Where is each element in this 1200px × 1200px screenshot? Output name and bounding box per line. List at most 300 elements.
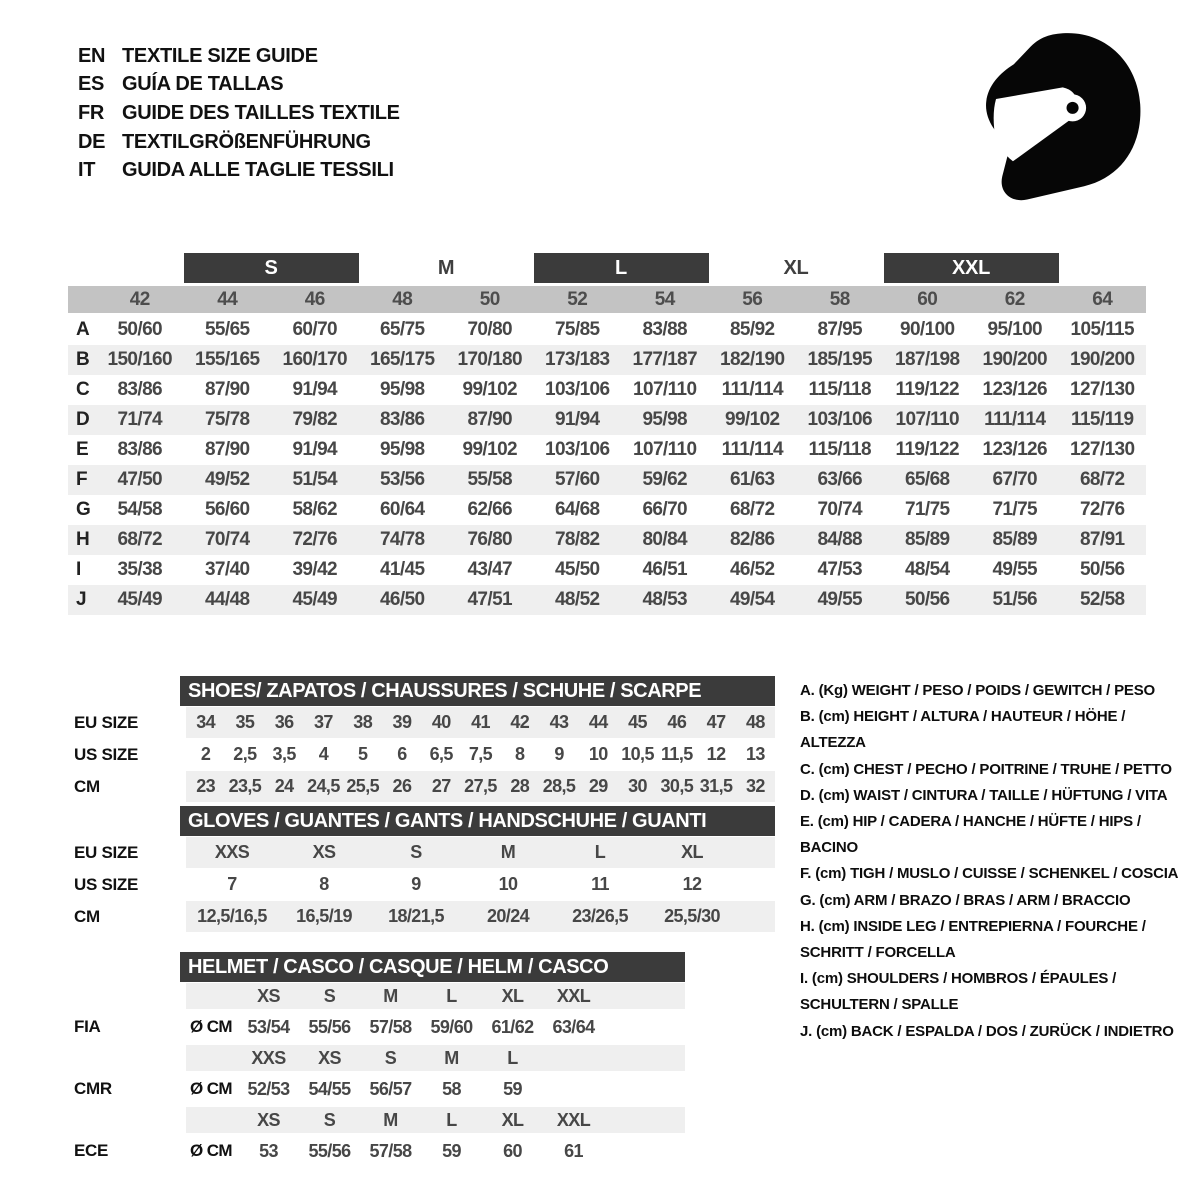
shoes-value: 27 xyxy=(431,776,451,796)
gloves-row xyxy=(68,869,775,900)
shoes-value: 28 xyxy=(510,776,530,796)
shoes-value: 36 xyxy=(274,712,294,732)
shoes-row xyxy=(68,707,775,738)
size-value: 87/95 xyxy=(817,319,863,340)
size-value: 87/90 xyxy=(204,379,250,400)
measurement-letter: E xyxy=(76,439,89,460)
measurement-letter: F xyxy=(76,469,88,490)
size-value: 190/200 xyxy=(982,349,1047,370)
language-title: GUÍA DE TALLAS xyxy=(122,73,284,96)
row-label-spacer xyxy=(68,286,96,313)
size-value: 99/102 xyxy=(462,379,517,400)
size-value: 160/170 xyxy=(282,349,347,370)
helmet-icon-graphic xyxy=(972,26,1150,204)
shoes-value: 13 xyxy=(745,744,765,764)
language-code: EN xyxy=(78,44,106,67)
helmet-value: 57/58 xyxy=(369,1016,412,1037)
size-value: 65/68 xyxy=(904,469,950,490)
helmet-sizes-cmr xyxy=(186,1045,685,1071)
size-value: 111/114 xyxy=(984,409,1046,430)
size-table-row xyxy=(68,375,1146,405)
size-value: 85/89 xyxy=(992,529,1038,550)
shoes-value: 43 xyxy=(549,712,569,732)
size-value: 61/63 xyxy=(729,469,775,490)
size-value: 91/94 xyxy=(292,439,338,460)
size-band-xxl: XXL xyxy=(884,253,1059,283)
size-value: 71/75 xyxy=(904,499,950,520)
size-value: 45/49 xyxy=(292,589,338,610)
numeric-size-header: 44 xyxy=(217,288,238,310)
helmet-sizes-row xyxy=(68,1107,685,1133)
shoes-value: 37 xyxy=(314,712,333,732)
helmet-gutter-spacer xyxy=(68,1045,186,1071)
shoes-row-values xyxy=(186,771,775,802)
shoes-value: 8 xyxy=(515,744,525,764)
shoes-value: 23 xyxy=(196,776,216,796)
gloves-value: 16,5/19 xyxy=(296,906,352,926)
size-table-body xyxy=(68,315,1146,615)
language-row xyxy=(78,128,400,157)
size-value: 107/110 xyxy=(895,409,959,430)
size-table-row xyxy=(68,345,1146,375)
size-value: 83/86 xyxy=(117,439,163,460)
gloves-value: S xyxy=(410,842,422,862)
language-title: TEXTILGRÖßENFÜHRUNG xyxy=(122,130,371,153)
shoes-value: 47 xyxy=(706,712,726,732)
numeric-size-header: 42 xyxy=(129,288,150,310)
helmet-cm-spacer xyxy=(186,1107,238,1133)
size-value: 173/183 xyxy=(545,349,610,370)
helmet-value: 58 xyxy=(442,1078,461,1099)
measurement-legend-item: H. (cm) INSIDE LEG / ENTREPIERNA / FOURCHE / SCHRITT / FORCELLA xyxy=(800,917,1146,962)
helmet-standard-name: ECE xyxy=(74,1141,109,1160)
gloves-value: XXS xyxy=(214,842,250,862)
gloves-row-values xyxy=(186,901,775,932)
measurement-legend-item: B. (cm) HEIGHT / ALTURA / HAUTEUR / HÖHE / ALTEZZA xyxy=(800,708,1126,752)
size-value: 83/86 xyxy=(117,379,163,400)
size-value: 123/126 xyxy=(982,379,1047,400)
shoes-value: 11,5 xyxy=(661,744,693,764)
size-value: 90/100 xyxy=(899,319,955,340)
size-value: 46/50 xyxy=(379,589,425,610)
helmet-values-row xyxy=(68,1072,685,1106)
size-band-m: M xyxy=(437,256,455,279)
measurement-letter: A xyxy=(76,319,90,340)
helmet-size-label: XXS xyxy=(251,1047,286,1068)
measurement-letter: G xyxy=(76,499,91,520)
gloves-value: 11 xyxy=(591,874,609,894)
size-value: 87/90 xyxy=(204,439,250,460)
size-value: 79/82 xyxy=(292,409,338,430)
shoes-value: 48 xyxy=(745,712,765,732)
helmet-value: 53 xyxy=(259,1140,278,1161)
measurement-letter: C xyxy=(76,379,90,400)
helmet-value: 54/55 xyxy=(308,1078,351,1099)
size-value: 105/115 xyxy=(1070,319,1134,340)
helmet-value: 56/57 xyxy=(369,1078,412,1099)
helmet-size-label: L xyxy=(446,1109,457,1130)
shoes-size-table xyxy=(68,676,775,802)
language-code: FR xyxy=(78,101,105,124)
size-value: 72/76 xyxy=(292,529,338,550)
numeric-size-header: 54 xyxy=(654,288,675,310)
helmet-values-fia xyxy=(186,1010,685,1044)
numeric-size-header: 64 xyxy=(1092,288,1113,310)
size-value: 65/75 xyxy=(379,319,425,340)
shoes-value: 7,5 xyxy=(468,744,493,764)
size-value: 47/51 xyxy=(467,589,513,610)
helmet-value: 59/60 xyxy=(430,1016,473,1037)
shoes-table-title: SHOES/ ZAPATOS / CHAUSSURES / SCHUHE / SCARPE xyxy=(180,676,775,706)
size-value: 71/74 xyxy=(117,409,163,430)
measurement-legend-item: A. (Kg) WEIGHT / PESO / POIDS / GEWITCH / PESO xyxy=(800,682,1155,699)
size-value: 111/114 xyxy=(721,439,783,460)
shoes-value: 40 xyxy=(431,712,451,732)
size-table-row xyxy=(68,435,1146,465)
shoes-value: 42 xyxy=(510,712,530,732)
size-value: 82/86 xyxy=(729,529,775,550)
size-table-row xyxy=(68,555,1146,585)
gloves-value: 12 xyxy=(682,874,702,894)
helmet-value: 59 xyxy=(503,1078,522,1099)
helmet-size-label: S xyxy=(384,1047,397,1068)
full-face-helmet-icon xyxy=(972,26,1150,204)
size-value: 46/52 xyxy=(729,559,775,580)
size-value: 70/80 xyxy=(467,319,513,340)
helmet-value: 55/56 xyxy=(308,1016,351,1037)
shoes-value: 32 xyxy=(745,776,765,796)
numeric-size-header-row xyxy=(68,286,1146,313)
gloves-value: XS xyxy=(312,842,336,862)
helmet-standard-name: FIA xyxy=(74,1017,101,1036)
shoes-value: 24,5 xyxy=(307,776,340,796)
language-row xyxy=(78,99,400,128)
shoes-value: 45 xyxy=(628,712,647,732)
size-value: 107/110 xyxy=(633,379,697,400)
shoes-value: 38 xyxy=(353,712,373,732)
numeric-size-header: 52 xyxy=(567,288,588,310)
helmet-values-row xyxy=(68,1134,685,1168)
helmet-cm-spacer xyxy=(186,983,238,1009)
size-band-l: L xyxy=(534,253,709,283)
size-value: 103/106 xyxy=(545,379,610,400)
measurement-legend xyxy=(800,678,1192,1045)
measurement-letter: J xyxy=(76,589,86,610)
size-value: 50/56 xyxy=(1079,559,1125,580)
shoes-table-body xyxy=(68,707,775,802)
helmet-value: 61 xyxy=(564,1140,583,1161)
helmet-sizes-fia xyxy=(186,983,685,1009)
size-value: 103/106 xyxy=(545,439,610,460)
helmet-size-label: XXL xyxy=(556,985,591,1006)
size-value: 48/53 xyxy=(642,589,688,610)
size-value: 55/65 xyxy=(204,319,250,340)
helmet-values-ece xyxy=(186,1134,685,1168)
size-value: 85/92 xyxy=(729,319,775,340)
size-table-row xyxy=(68,525,1146,555)
diameter-cm-label: Ø CM xyxy=(190,1079,232,1098)
helmet-value: 63/64 xyxy=(552,1016,595,1037)
shoes-value: 31,5 xyxy=(699,776,733,796)
size-value: 87/90 xyxy=(467,409,513,430)
shoes-value: 35 xyxy=(235,712,255,732)
helmet-gutter-spacer xyxy=(68,1107,186,1133)
measurement-legend-item: G. (cm) ARM / BRAZO / BRAS / ARM / BRACCIO xyxy=(800,891,1131,909)
helmet-value: 55/56 xyxy=(308,1140,351,1161)
measurement-letter: B xyxy=(76,349,90,370)
helmet-size-label: S xyxy=(323,1109,336,1130)
measurement-legend-item: I. (cm) SHOULDERS / HOMBROS / ÉPAULES / SCHULTERN / SPALLE xyxy=(800,970,1117,1014)
numeric-size-header: 62 xyxy=(1004,288,1025,310)
size-value: 182/190 xyxy=(720,349,785,370)
size-value: 45/49 xyxy=(117,589,163,610)
size-value: 74/78 xyxy=(379,529,425,550)
size-value: 49/52 xyxy=(204,469,250,490)
size-table-row xyxy=(68,405,1146,435)
size-value: 155/165 xyxy=(195,349,260,370)
size-value: 62/66 xyxy=(467,499,513,520)
gloves-value: 7 xyxy=(227,874,237,894)
measurement-legend-item: J. (cm) BACK / ESPALDA / DOS / ZURÜCK / INDIETRO xyxy=(800,1022,1174,1040)
size-value: 91/94 xyxy=(554,409,600,430)
helmet-size-label: M xyxy=(383,985,398,1006)
size-value: 75/85 xyxy=(554,319,600,340)
shoes-value: 10 xyxy=(588,744,608,764)
shoes-row-label: CM xyxy=(74,776,100,796)
size-value: 66/70 xyxy=(642,499,688,520)
size-value: 37/40 xyxy=(204,559,250,580)
size-value: 83/86 xyxy=(379,409,425,430)
size-value: 51/54 xyxy=(292,469,338,490)
language-code: IT xyxy=(78,159,96,182)
shoes-value: 6 xyxy=(397,744,407,764)
helmet-value: 53/54 xyxy=(247,1016,290,1037)
size-value: 68/72 xyxy=(1079,469,1125,490)
size-value: 95/98 xyxy=(379,379,425,400)
helmet-size-label: S xyxy=(323,985,336,1006)
measurement-legend-item: E. (cm) HIP / CADERA / HANCHE / HÜFTE / HIPS / BACINO xyxy=(800,813,1141,857)
language-title-list xyxy=(78,42,400,185)
size-value: 127/130 xyxy=(1070,439,1135,460)
size-value: 80/84 xyxy=(642,529,688,550)
size-value: 49/55 xyxy=(817,589,863,610)
size-value: 72/76 xyxy=(1079,499,1125,520)
gloves-table-body xyxy=(68,837,775,932)
language-code: DE xyxy=(78,130,106,153)
size-value: 57/60 xyxy=(554,469,600,490)
size-value: 49/54 xyxy=(729,589,775,610)
shoes-row xyxy=(68,739,775,770)
size-value: 123/126 xyxy=(982,439,1047,460)
size-value: 55/58 xyxy=(467,469,513,490)
measurement-legend-item: D. (cm) WAIST / CINTURA / TAILLE / HÜFTUNG / VITA xyxy=(800,786,1168,804)
size-value: 53/56 xyxy=(379,469,425,490)
shoes-value: 2,5 xyxy=(233,744,257,764)
shoes-value: 10,5 xyxy=(621,744,654,764)
size-value: 47/53 xyxy=(817,559,863,580)
measurement-letter: I xyxy=(76,559,81,580)
size-table-row xyxy=(68,465,1146,495)
gloves-row-label: CM xyxy=(74,906,100,926)
helmet-table-body xyxy=(68,983,685,1168)
size-value: 51/56 xyxy=(992,589,1038,610)
shoes-value: 9 xyxy=(554,744,564,764)
size-value: 115/118 xyxy=(808,439,871,460)
size-value: 95/98 xyxy=(642,409,688,430)
numeric-size-header: 56 xyxy=(742,288,763,310)
size-value: 185/195 xyxy=(807,349,872,370)
helmet-gutter-spacer xyxy=(68,983,186,1009)
helmet-value: 52/53 xyxy=(247,1078,290,1099)
gloves-value: 12,5/16,5 xyxy=(197,906,267,926)
shoes-value: 34 xyxy=(196,712,216,732)
gloves-row-label: US SIZE xyxy=(74,874,139,894)
size-value: 68/72 xyxy=(729,499,775,520)
size-value: 119/122 xyxy=(895,379,959,400)
size-value: 47/50 xyxy=(117,469,163,490)
language-title: GUIDE DES TAILLES TEXTILE xyxy=(122,101,400,124)
size-value: 41/45 xyxy=(379,559,425,580)
size-value: 115/119 xyxy=(1071,409,1134,430)
size-value: 78/82 xyxy=(554,529,600,550)
helmet-values-cmr xyxy=(186,1072,685,1106)
size-value: 165/175 xyxy=(370,349,435,370)
shoes-value: 12 xyxy=(706,744,726,764)
gloves-value: 25,5/30 xyxy=(664,906,720,926)
size-value: 76/80 xyxy=(467,529,513,550)
size-value: 103/106 xyxy=(807,409,872,430)
size-value: 127/130 xyxy=(1070,379,1135,400)
size-table-row xyxy=(68,495,1146,525)
shoes-value: 39 xyxy=(392,712,412,732)
size-value: 49/55 xyxy=(992,559,1038,580)
shoes-row-values xyxy=(186,707,775,738)
measurement-legend-item: C. (cm) CHEST / PECHO / POITRINE / TRUHE / PETTO xyxy=(800,760,1172,778)
helmet-size-label: M xyxy=(383,1109,398,1130)
size-value: 64/68 xyxy=(554,499,600,520)
gloves-row-values xyxy=(186,837,775,868)
gloves-value: 20/24 xyxy=(486,906,530,926)
shoes-value: 44 xyxy=(588,712,608,732)
gloves-row-values xyxy=(186,869,775,900)
helmet-size-label: XS xyxy=(318,1047,341,1068)
size-value: 119/122 xyxy=(895,439,959,460)
helmet-value: 59 xyxy=(442,1140,461,1161)
gloves-table-title: GLOVES / GUANTES / GANTS / HANDSCHUHE / GUANTI xyxy=(180,806,775,836)
size-value: 52/58 xyxy=(1079,589,1125,610)
shoes-value: 25,5 xyxy=(346,776,380,796)
gloves-value: 10 xyxy=(498,874,518,894)
shoes-value: 26 xyxy=(392,776,412,796)
helmet-sizes-row xyxy=(68,1045,685,1071)
size-value: 84/88 xyxy=(817,529,863,550)
helmet-value: 60 xyxy=(503,1140,522,1161)
shoes-value: 41 xyxy=(471,712,490,732)
size-value: 39/42 xyxy=(292,559,338,580)
size-band-xl: XL xyxy=(783,256,809,279)
gloves-row xyxy=(68,901,775,932)
gloves-value: 8 xyxy=(319,874,329,894)
shoes-value: 30 xyxy=(628,776,647,796)
helmet-size-label: XS xyxy=(257,1109,280,1130)
helmet-size-label: XXL xyxy=(556,1109,591,1130)
size-value: 35/38 xyxy=(117,559,163,580)
size-value: 50/60 xyxy=(117,319,163,340)
size-value: 48/52 xyxy=(554,589,600,610)
size-value: 177/187 xyxy=(632,349,697,370)
size-value: 99/102 xyxy=(462,439,517,460)
language-row xyxy=(78,156,400,185)
size-value: 95/98 xyxy=(379,439,425,460)
shoes-value: 30,5 xyxy=(660,776,694,796)
size-value: 58/62 xyxy=(292,499,338,520)
language-row xyxy=(78,71,400,100)
size-value: 46/51 xyxy=(642,559,688,580)
shoes-row-label: US SIZE xyxy=(74,744,139,764)
helmet-size-label: XL xyxy=(501,1109,524,1130)
numeric-size-header: 48 xyxy=(392,288,413,310)
language-code: ES xyxy=(78,73,105,96)
numeric-size-header: 60 xyxy=(917,288,938,310)
gloves-value: 23/26,5 xyxy=(572,906,628,926)
shoes-value: 23,5 xyxy=(228,776,262,796)
helmet-sizes-row xyxy=(68,983,685,1009)
numeric-size-header: 50 xyxy=(479,288,500,310)
size-value: 87/91 xyxy=(1079,529,1125,550)
size-value: 70/74 xyxy=(817,499,863,520)
shoes-row xyxy=(68,771,775,802)
helmet-size-label: L xyxy=(507,1047,518,1068)
textile-size-table xyxy=(68,253,1146,615)
helmet-sizes-ece xyxy=(186,1107,685,1133)
size-value: 68/72 xyxy=(117,529,163,550)
size-value: 85/89 xyxy=(904,529,950,550)
measurement-letter: D xyxy=(76,409,90,430)
helmet-values-row xyxy=(68,1010,685,1044)
size-value: 60/64 xyxy=(379,499,425,520)
shoes-value: 28,5 xyxy=(542,776,576,796)
helmet-size-label: XS xyxy=(257,985,280,1006)
size-value: 111/114 xyxy=(721,379,783,400)
gloves-value: XL xyxy=(681,842,703,862)
size-band-header-row xyxy=(68,253,1146,283)
gloves-value: L xyxy=(594,842,606,862)
size-value: 170/180 xyxy=(457,349,522,370)
measurement-letter: H xyxy=(76,529,90,550)
diameter-cm-label: Ø CM xyxy=(190,1017,232,1036)
language-row xyxy=(78,42,400,71)
shoes-value: 2 xyxy=(200,744,211,764)
helmet-standard-name: CMR xyxy=(74,1079,112,1098)
size-value: 91/94 xyxy=(292,379,338,400)
size-value: 150/160 xyxy=(107,349,172,370)
diameter-cm-label: Ø CM xyxy=(190,1141,232,1160)
size-value: 50/56 xyxy=(904,589,950,610)
shoes-row-label: EU SIZE xyxy=(74,712,139,732)
size-table-row xyxy=(68,585,1146,615)
size-value: 45/50 xyxy=(554,559,600,580)
size-value: 83/88 xyxy=(642,319,688,340)
gloves-value: M xyxy=(500,842,516,862)
language-title: GUIDA ALLE TAGLIE TESSILI xyxy=(122,159,394,182)
helmet-size-label: M xyxy=(444,1047,459,1068)
size-band-s: S xyxy=(184,253,359,283)
size-value: 99/102 xyxy=(724,409,780,430)
shoes-value: 4 xyxy=(318,744,329,764)
shoes-value: 5 xyxy=(357,744,368,764)
shoes-value: 6,5 xyxy=(429,744,453,764)
size-value: 75/78 xyxy=(204,409,250,430)
